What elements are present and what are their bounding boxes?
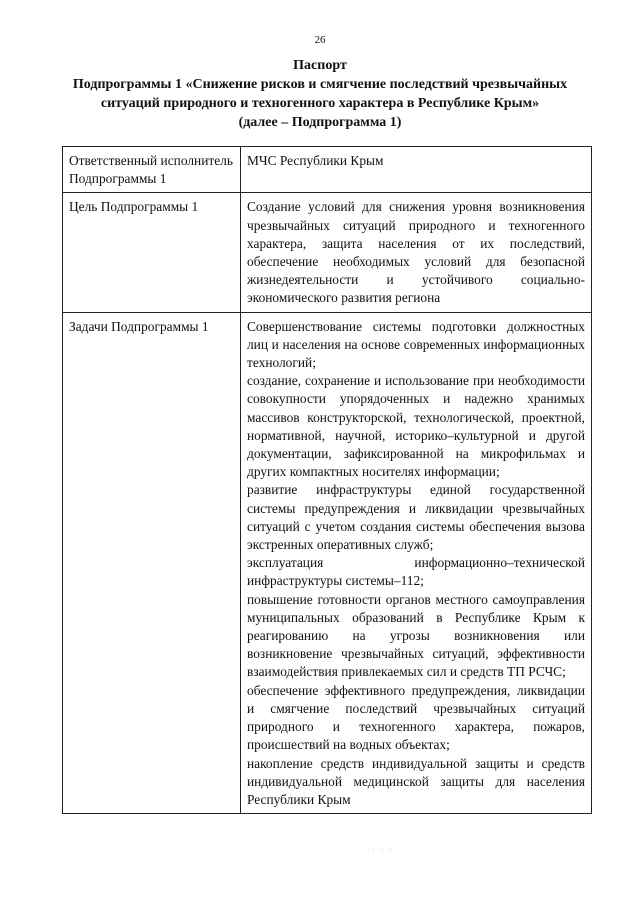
- tasks-label: Задачи Подпрограммы 1: [63, 312, 241, 813]
- executor-value: МЧС Республики Крым: [241, 147, 592, 193]
- task-item: повышение готовности органов местного самоуправления муниципальных образований в Республике Крым к реагированию на угрозы возникновения или возникновение чрезвычайных ситуаций, эффективности взаимодействия привлекаемых сил и средств ТП РСЧС;: [247, 591, 585, 680]
- executor-label: Ответственный исполнитель Подпрограммы 1: [63, 147, 241, 193]
- passport-table: [62, 146, 592, 814]
- goal-label: Цель Подпрограммы 1: [63, 193, 241, 312]
- scan-mark: · · ·: [372, 846, 394, 855]
- page-number: 26: [314, 34, 326, 46]
- table-row-executor: [63, 147, 592, 193]
- table-row-goal: [63, 193, 592, 312]
- task-item: обеспечение эффективного предупреждения, ликвидации и смягчение последствий чрезвычайных ситуаций природного и техногенного характера, пожаров, происшествий на водных объектах;: [247, 682, 585, 753]
- goal-value: Создание условий для снижения уровня возникновения чрезвычайных ситуаций природного и техногенного характера, защита населения от их последствий, обеспечение необходимых условий для безопасной жизнедеятельности и устойчивого социально-экономического развития региона: [241, 193, 592, 312]
- heading-title: Паспорт: [293, 58, 347, 73]
- heading-subprogram-line-1: Подпрограммы 1 «Снижение рисков и смягчение последствий чрезвычайных: [72, 77, 568, 92]
- table-row-tasks: [63, 312, 592, 813]
- document-heading: [40, 56, 600, 132]
- task-item: накопление средств индивидуальной защиты и средств индивидуальной медицинской защиты для населения Республики Крым: [247, 755, 585, 807]
- task-item: эксплуатация информационно–технической инфраструктуры системы–112;: [247, 555, 585, 589]
- tasks-value: [241, 312, 592, 813]
- task-item: Совершенствование системы подготовки должностных лиц и населения на основе современных информационных технологий;: [247, 318, 585, 371]
- heading-subprogram-line-3: (далее – Подпрограмма 1): [238, 115, 402, 130]
- task-item: создание, сохранение и использование при необходимости совокупности упорядоченных и надежно хранимых массивов конструкторской, технологической, проектной, нормативной, научной, историко–культурной и другой документации, зафиксированной на микрофильмах и других компактных носителях информации;: [247, 373, 585, 480]
- heading-subprogram-line-2: ситуаций природного и техногенного характера в Республике Крым»: [100, 96, 540, 111]
- task-item: развитие инфраструктуры единой государственной системы предупреждения и ликвидации чрезвычайных ситуаций с учетом создания системы обеспечения вызова экстренных оперативных служб;: [247, 482, 585, 553]
